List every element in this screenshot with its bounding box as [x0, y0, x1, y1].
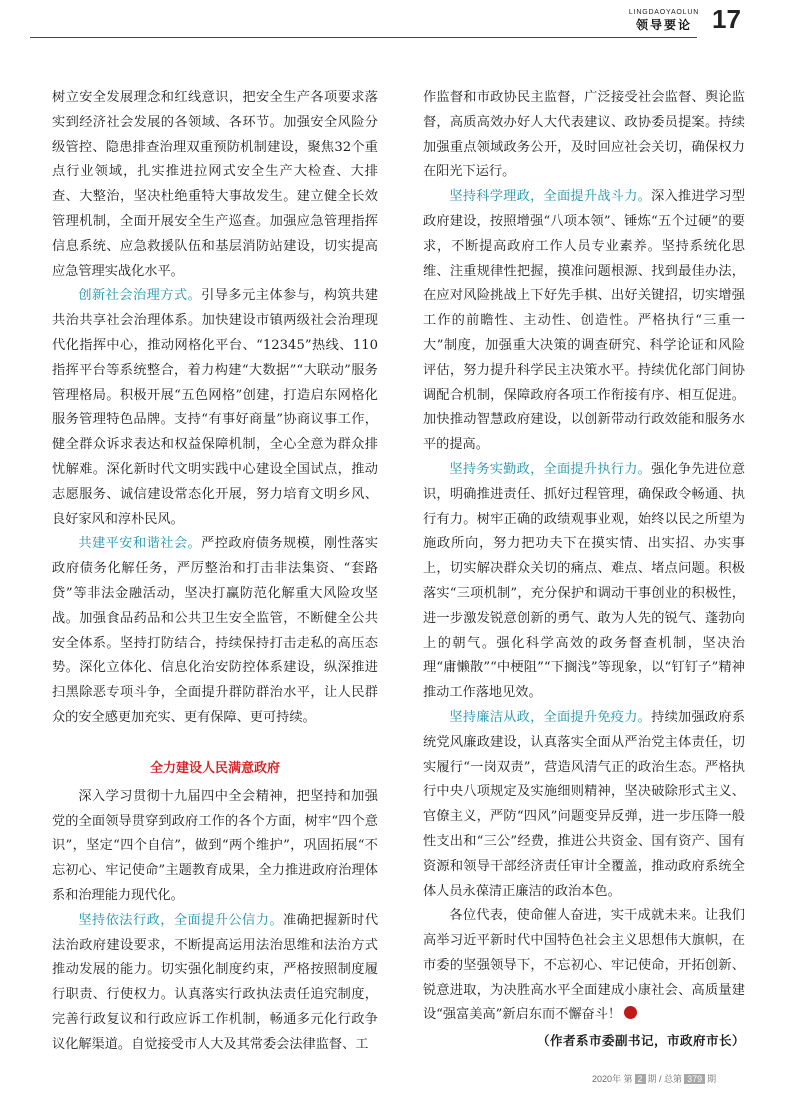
author-byline: （作者系市委副书记，市政府市长） — [536, 1033, 745, 1049]
footer-year: 2020年 第 — [592, 1074, 633, 1084]
paragraph — [423, 185, 745, 458]
paragraph-body: 引导多元主体参与，构筑共建共治共享社会治理体系。加快建设市镇两级社会治理现代化指挥中心，推动网格化平台、“12345”热线、110指挥平台等系统整合，着力构建“大数据”“大联动”服务管理格局。积极开展“五色网格”创建，打造启东网格化服务管理特色品牌。支持“有事好商量”协商议事工作，健全群众诉求表达和权益保障机制，全心全意为群众排忧解难。深化新时代文明实践中心建设全国试点，推动志愿服务、诚信建设常态化开展，努力培育文明乡风、良好家风和淳朴民风。 — [52, 288, 379, 527]
paragraph-lead: 坚持科学理政，全面提升战斗力。 — [449, 189, 652, 205]
paragraph-body: 强化争先进位意识，明确推进责任、抓好过程管理，确保政令畅通、执行有力。树牢正确的政绩观事业观，始终以民之所望为施政所向，努力把功夫下在摸实情、出实招、办实事上，切实解决群众关切的痛点、难点、堵点问题。积极落实“三项机制”，充分保护和调动干事创业的积极性，进一步激发锐意创新的勇气、敢为人先的锐气、蓬勃向上的朝气。强化科学高效的政务督查机制，坚决治理“庸懒散”“中梗阻”“下搁浅”等现象，以“钉钉子”精神推动工作落地见效。 — [423, 461, 746, 701]
end-mark-icon — [624, 1006, 637, 1019]
journal-brand-zh: 领导要论 — [635, 18, 692, 32]
paragraph-body: 各位代表，使命催人奋进，实干成就未来。让我们高举习近平新时代中国特色社会主义思想伟大旗帜，在市委的坚强领导下，不忘初心、牢记使命，开拓创新、锐意进取，为决胜高水平全面建成小康社会、高质量建设“强富美高”新启东而不懈奋斗！ — [423, 908, 745, 1023]
paragraph-body: 准确把握新时代法治政府建设要求，不断提高运用法治思维和法治方式推动发展的能力。切实强化制度约束，严格按照制度履行职责、行使权力。认真落实行政执法责任追究制度，完善行政复议和行政应诉工作机制，畅通多元化行政争议化解渠道。自觉接受市人大及其常委会法律监督、工 — [52, 912, 379, 1052]
paragraph-body: 持续加强政府系统党风廉政建设，认真落实全面从严治党主体责任，切实履行“一岗双责”，营造风清气正的政治生态。严格执行中央八项规定及实施细则精神，坚决破除形式主义、官僚主义，严防“四风”问题变异反弹，进一步压降一般性支出和“三公”经费，推进公共资金、国有资产、国有资源和领导干部经济责任审计全覆盖，推动政府系统全体人员永葆清正廉洁的政治本色。 — [423, 709, 746, 899]
page-number: 17 — [712, 4, 741, 34]
issue-footer — [592, 1072, 716, 1085]
paragraph — [52, 532, 378, 730]
section-title: 全力建设人民满意政府 — [149, 760, 280, 776]
paragraph-lead: 坚持依法行政，全面提升公信力。 — [78, 912, 283, 928]
journal-brand-en: LINGDAOYAOLUN — [628, 9, 700, 16]
footer-issue: 2 — [635, 1074, 646, 1084]
paragraph — [423, 458, 745, 706]
left-column — [52, 86, 378, 1057]
paragraph: 深入学习贯彻十九届四中全会精神，把坚持和加强党的全面领导贯穿到政府工作的各个方面，树牢“四个意识”，坚定“四个自信”，做到“两个维护”，巩固拓展“不忘初心、牢记使命”主题教育成果，全力推进政府治理体系和治理能力现代化。 — [52, 788, 378, 903]
paragraph: 作监督和市政协民主监督，广泛接受社会监督、舆论监督，高质高效办好人大代表建议、政协委员提案。持续加强重点领域政务公开，及时回应社会关切，确保权力在阳光下运行。 — [423, 90, 745, 180]
paragraph: 树立安全发展理念和红线意识，把安全生产各项要求落实到经济社会发展的各领域、各环节。加强安全风险分级管控、隐患排查治理双重预防机制建设，聚焦32个重点行业领域，扎实推进拉网式安全生产大检查、大排查、大整治，坚决杜绝重特大事故发生。建立健全长效管理机制，全面开展安全生产巡查。加强应急管理指挥信息系统、应急救援队伍和基层消防站建设，切实提高应急管理实战化水平。 — [52, 90, 378, 279]
page-header — [0, 0, 797, 40]
right-column — [423, 86, 745, 1054]
paragraph — [52, 284, 378, 532]
paragraph-body: 严控政府债务规模，刚性落实政府债务化解任务，严厉整治和打击非法集资、“套路贷”等非法金融活动，坚决打赢防范化解重大风险攻坚战。加强食品药品和公共卫生安全监管，不断健全公共安全体系。坚持打防结合，持续保持打击走私的高压态势。深化立体化、信息化治安防控体系建设，纵深推进扫黑除恶专项斗争，全面提升群防群治水平，让人民群众的安全感更加充实、更有保障、更可持续。 — [52, 536, 379, 725]
journal-brand — [620, 8, 708, 33]
paragraph — [52, 909, 378, 1058]
paragraph — [423, 706, 745, 904]
paragraph-lead: 坚持廉洁从政，全面提升免疫力。 — [449, 709, 652, 725]
paragraph-lead: 坚持务实勤政，全面提升执行力。 — [449, 461, 652, 477]
header-rule — [30, 37, 697, 38]
paragraph — [423, 904, 745, 1028]
paragraph-lead: 创新社会治理方式。 — [78, 288, 202, 304]
footer-mid: 期 / 总第 — [647, 1074, 683, 1084]
paragraph-lead: 共建平安和谐社会。 — [78, 536, 202, 552]
footer-suffix: 期 — [707, 1074, 717, 1084]
paragraph-body: 深入推进学习型政府建设，按照增强“八项本领”、锤炼“五个过硬”的要求，不断提高政府工作人员专业素养。坚持系统化思维、注重规律性把握，摸准问题根源、找到最佳办法，在应对风险挑战上下好先手棋、出好关键招，切实增强工作的前瞻性、主动性、创造性。严格执行“三重一大”制度，加强重大决策的调查研究、科学论证和风险评估，努力提升科学民主决策水平。持续优化部门间协调配合机制，保障政府各项工作衔接有序、相互促进。加快推动智慧政府建设，以创新带动行政效能和服务水平的提高。 — [423, 189, 746, 453]
footer-total: 379 — [684, 1074, 705, 1084]
